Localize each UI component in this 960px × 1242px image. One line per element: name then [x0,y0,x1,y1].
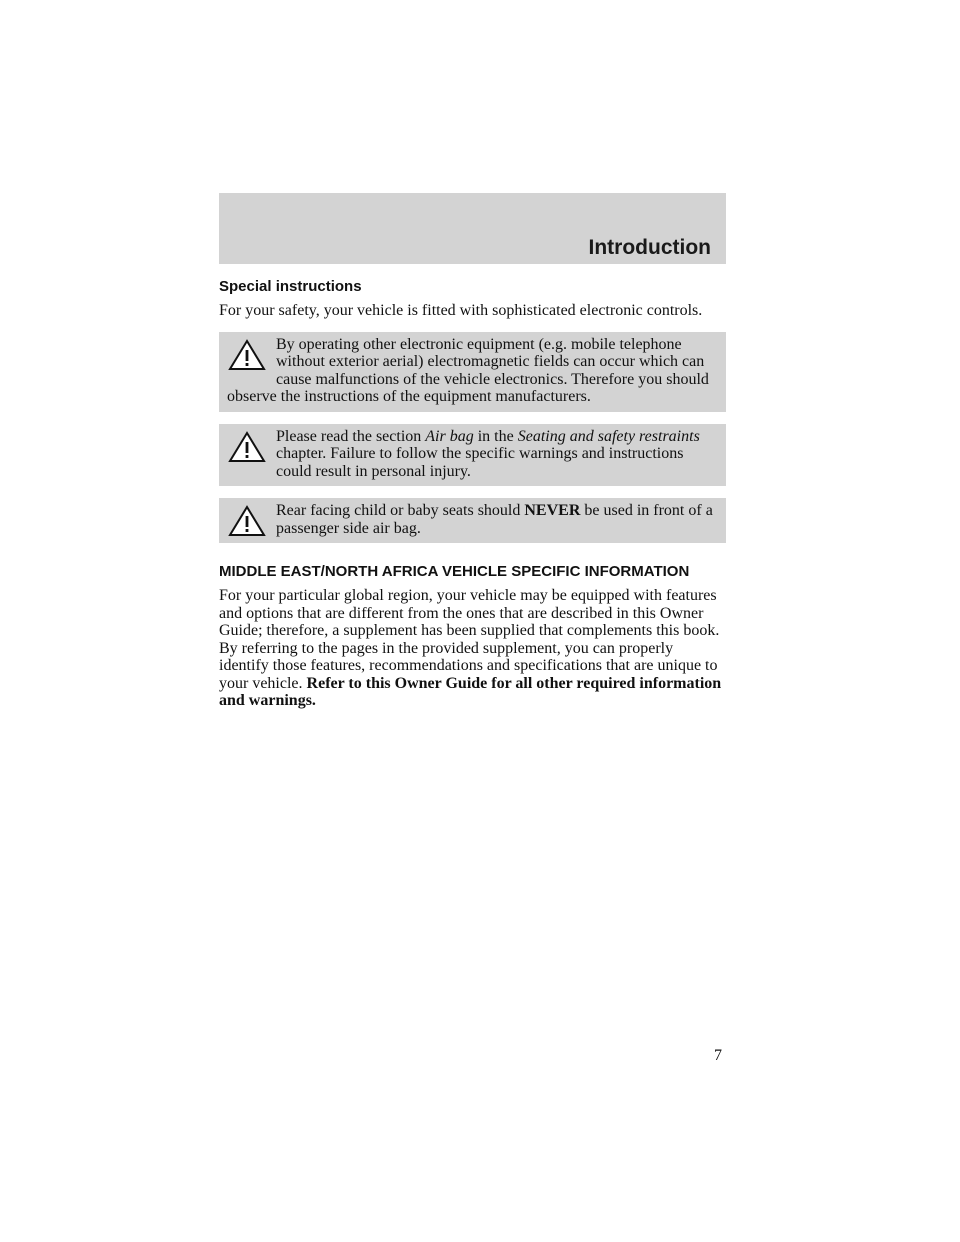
warning-text-part: Please read the section [276,427,426,445]
warning-text-air-bag [227,428,718,481]
warning-box-child-seat [219,498,726,543]
chapter-title: Introduction [588,236,711,259]
chapter-reference-seating: Seating and safety restraints [517,427,700,445]
chapter-header-band [219,193,726,264]
never-emphasis: NEVER [524,502,581,519]
regional-info-emphasis: Refer to this Owner Guide for all other required information and warnings. [219,674,722,709]
regional-info-paragraph [219,587,726,710]
warning-box-electronics [219,332,726,412]
section-reference-air-bag: Air bag [425,427,474,445]
warning-triangle-icon [227,504,267,539]
section-heading-special-instructions: Special instructions [219,278,362,295]
warning-text-child-seat [227,502,718,537]
warning-text-part: chapter. Failure to follow the specific warnings and instructions could result in personal injury. [276,445,684,480]
warning-box-air-bag [219,424,726,487]
warning-triangle-icon [227,338,267,373]
regional-info-text: For your particular global region, your vehicle may be equipped with features and options that are different from the ones that are described in this Owner Guide; therefore, a supplement has been supplied that complements this book. By referring to the pages in the provided supplement, you can properly identify those features, recommendations and specifications that are unique to your vehicle. [219,587,720,692]
warning-text-part: be used in front of a passenger side air bag. [276,502,713,537]
warning-text-electronics: By operating other electronic equipment (e.g. mobile telephone without exterior aerial) electromagnetic fields can occur which can cause malfunctions of the vehicle electronics. Therefore you should observe the instructions of the equipment manufacturers. [227,335,709,405]
section-heading-regional-info: MIDDLE EAST/NORTH AFRICA VEHICLE SPECIFIC INFORMATION [219,563,690,580]
intro-paragraph: For your safety, your vehicle is fitted with sophisticated electronic controls. [219,302,703,319]
warning-triangle-icon [227,430,267,465]
page-number: 7 [714,1047,722,1064]
page-content [219,270,726,710]
warning-text-part: in the [473,427,518,445]
warning-text-part: Rear facing child or baby seats should [276,502,525,519]
